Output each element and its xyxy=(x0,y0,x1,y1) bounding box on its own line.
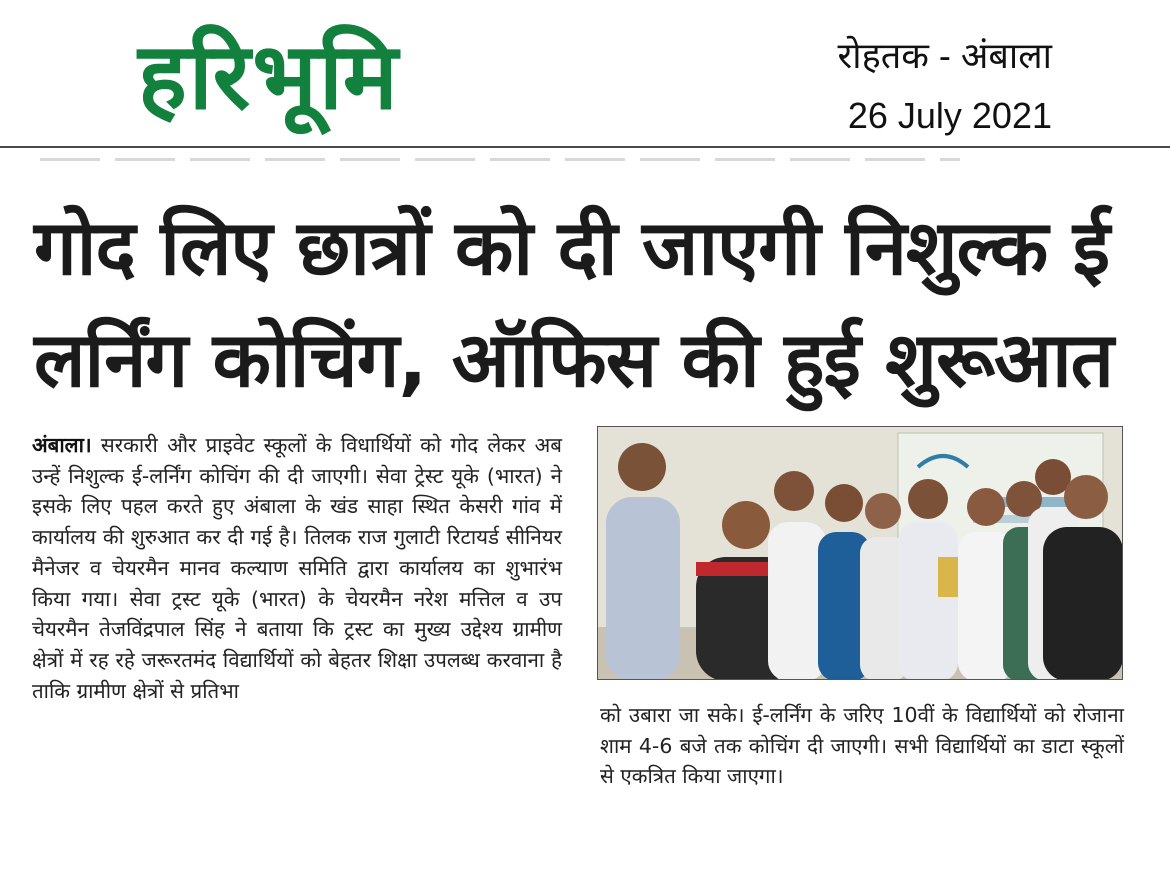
masthead xyxy=(0,0,1170,148)
headline-line-2: लर्निंग कोचिंग, ऑफिस की हुई शुरूआत xyxy=(34,315,1113,404)
edition-label: रोहतक - अंबाला xyxy=(837,35,1052,76)
body-text-left: सरकारी और प्राइवेट स्कूलों के विधार्थियों को गोद लेकर अब उन्हें निशुल्क ई-लर्निंग कोचिंग की दी जाएगी। सेवा ट्रेस्ट यूके (भारत) ने इसके लिए पहल करते हुए अंबाला के खंड साहा स्थित केसरी गांव में कार्यालय की शुरुआत कर दी गई है। तिलक राज गुलाटी रिटायर्ड सीनियर मैनेजर व चेयरमैन मानव कल्याण समिति द्वारा कार्यालय का शुभारंभ किया गया। सेवा ट्रस्ट यूके (भारत) के चेयरमैन नरेश मत्तिल व उप चेयरमैन तेजविंद्रपाल सिंह ने बताया कि ट्रस्ट का मुख्य उद्देश्य ग्रामीण क्षेत्रों में रह रहे जरूरतमंद विद्यार्थियों को बेहतर शिक्षा उपलब्ध करवाना है ताकि ग्रामीण क्षेत्रों से प्रतिभा xyxy=(32,433,562,703)
news-photo xyxy=(597,426,1123,680)
section-divider xyxy=(40,158,960,161)
headline-line-1: गोद लिए छात्रों को दी जाएगी निशुल्क ई xyxy=(34,203,1110,292)
newspaper-logo: हरिभूमि xyxy=(138,23,400,130)
article-body-left xyxy=(32,430,562,706)
headline xyxy=(34,192,1144,416)
dateline: अंबाला। xyxy=(32,433,92,457)
photo-illustration xyxy=(598,427,1123,680)
publication-date: 26 July 2021 xyxy=(847,95,1052,136)
article-body-right: को उबारा जा सके। ई-लर्निंग के जरिए 10वीं के विद्यार्थियों को रोजाना शाम 4-6 बजे तक कोचिंग दी जाएगी। सभी विद्यार्थियों का डाटा स्कूलों से एकत्रित किया जाएगा। xyxy=(600,703,1124,789)
